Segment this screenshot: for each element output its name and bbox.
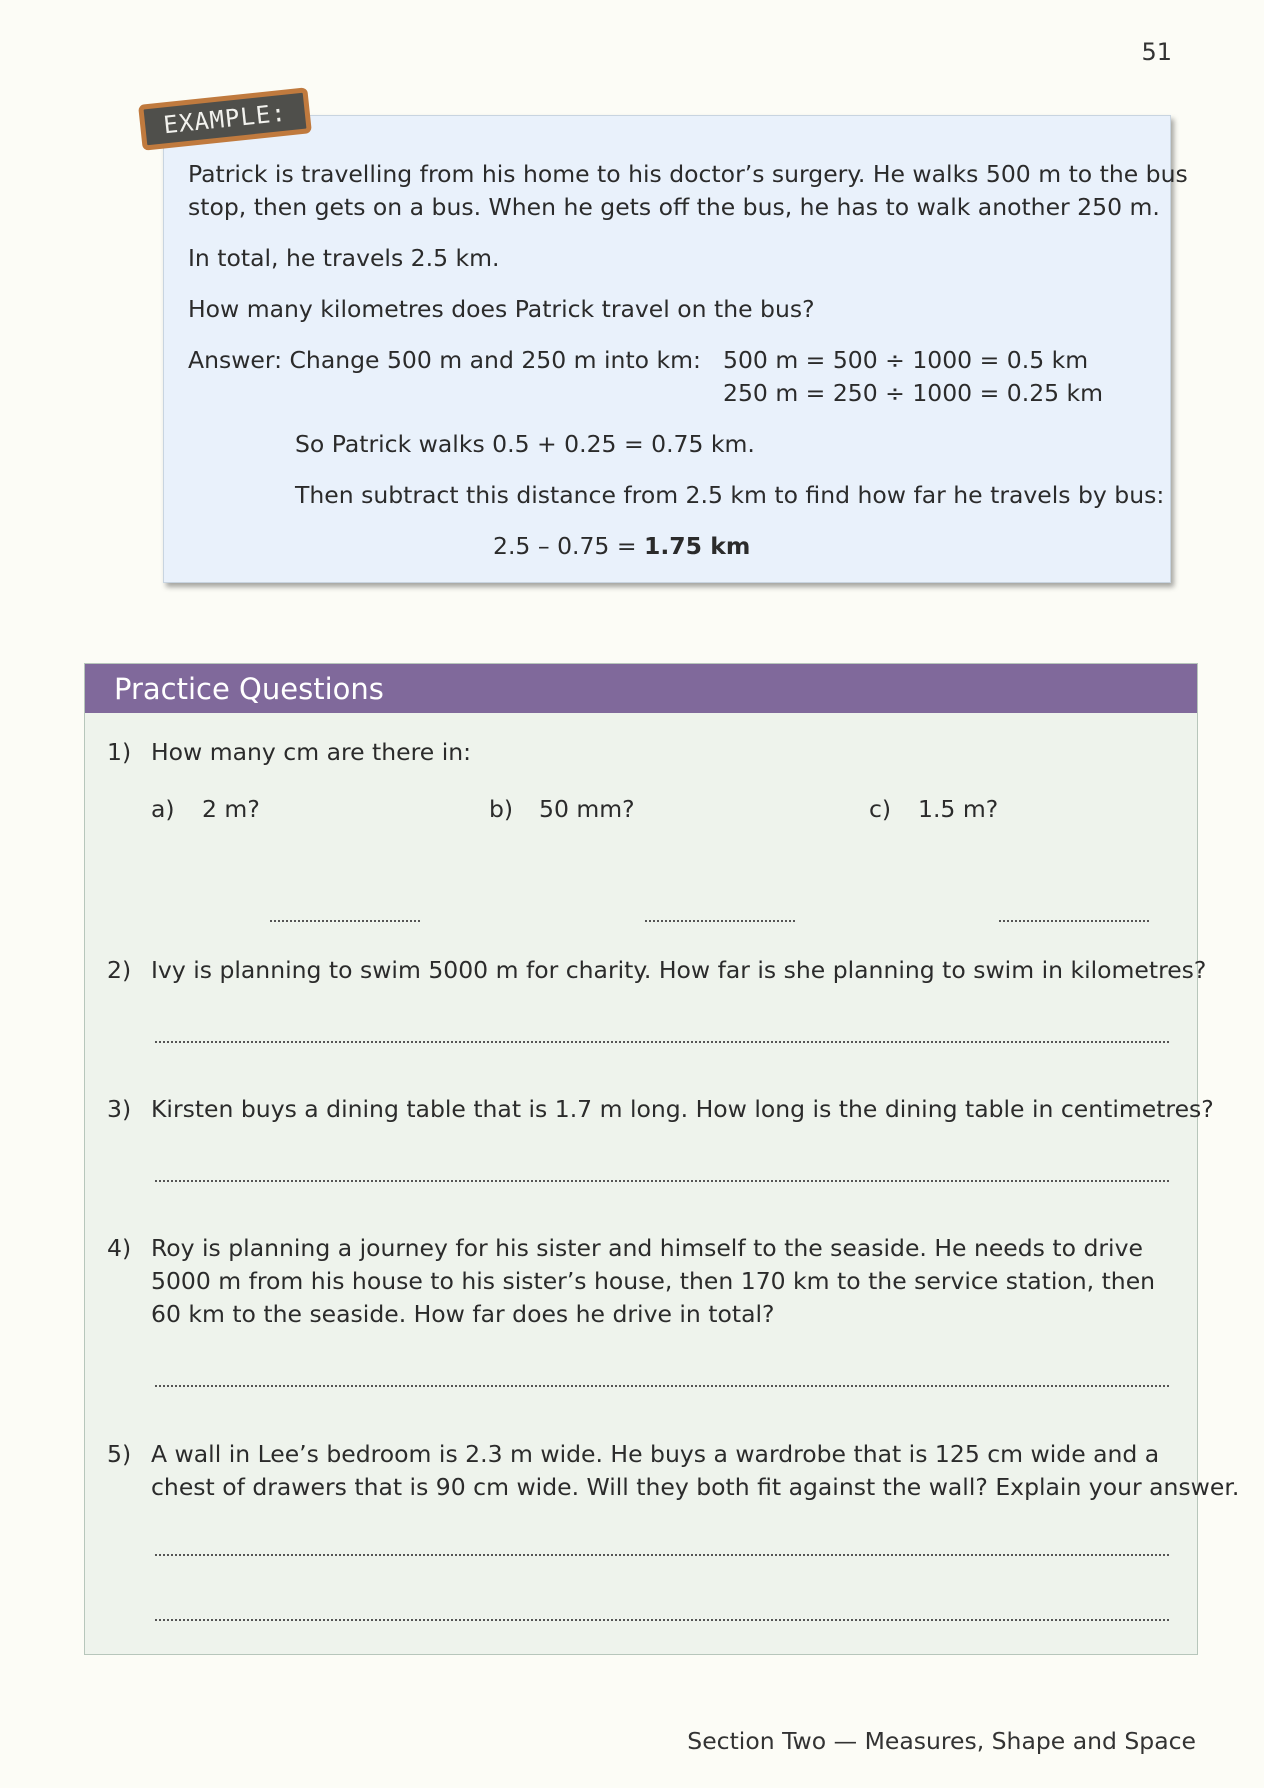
sub-question-c-label: c) <box>869 795 892 823</box>
page-number: 51 <box>1141 38 1172 66</box>
sub-question-c-text: 1.5 m? <box>918 795 999 823</box>
answer-line-5b[interactable] <box>155 1619 1169 1621</box>
example-line: In total, he travels 2.5 km. <box>188 244 500 272</box>
answer-line-3[interactable] <box>155 1180 1169 1182</box>
example-final <box>493 530 750 563</box>
answer-line-1a[interactable] <box>270 920 420 922</box>
answer-line-1b[interactable] <box>645 920 795 922</box>
question-number: 4) <box>107 1234 132 1262</box>
question-text: How many cm are there in: <box>151 738 472 766</box>
practice-questions-panel <box>84 663 1240 1655</box>
answer-line-4[interactable] <box>155 1385 1169 1387</box>
answer-line-1c[interactable] <box>999 920 1149 922</box>
example-subtract: Then subtract this distance from 2.5 km to find how far he travels by bus: <box>295 481 1165 509</box>
question-number: 5) <box>107 1440 132 1468</box>
example-tag: EXAMPLE: <box>138 87 312 151</box>
example-answer-label: Answer: Change 500 m and 250 m into km: <box>188 346 701 374</box>
example-walk: So Patrick walks 0.5 + 0.25 = 0.75 km. <box>295 430 755 458</box>
example-box <box>163 115 1188 583</box>
example-calc-1: 500 m = 500 ÷ 1000 = 0.5 km <box>723 346 1089 374</box>
question-5-line-2: chest of drawers that is 90 cm wide. Will they both fit against the wall? Explain your answer. <box>151 1473 1240 1501</box>
example-final-answer: 1.75 km <box>644 532 751 560</box>
sub-question-b-text: 50 mm? <box>539 795 635 823</box>
sub-question-a-text: 2 m? <box>202 795 260 823</box>
question-number: 2) <box>107 956 132 984</box>
question-text: Roy is planning a journey for his sister and himself to the seaside. He needs to drive <box>151 1234 1143 1262</box>
sub-question-b-label: b) <box>489 795 514 823</box>
question-4-line-2: 5000 m from his house to his sister’s house, then 170 km to the service station, then <box>151 1267 1156 1295</box>
question-4-line-3: 60 km to the seaside. How far does he drive in total? <box>151 1300 775 1328</box>
example-line: stop, then gets on a bus. When he gets off the bus, he has to walk another 250 m. <box>188 193 1160 221</box>
answer-line-5a[interactable] <box>155 1554 1169 1556</box>
question-text: A wall in Lee’s bedroom is 2.3 m wide. He buys a wardrobe that is 125 cm wide and a <box>151 1440 1160 1468</box>
example-line: Patrick is travelling from his home to his doctor’s surgery. He walks 500 m to the bus <box>188 160 1188 188</box>
example-question: How many kilometres does Patrick travel on the bus? <box>188 295 815 323</box>
practice-header: Practice Questions <box>85 664 1197 713</box>
question-text: Kirsten buys a dining table that is 1.7 m long. How long is the dining table in centimetres? <box>151 1095 1214 1123</box>
example-final-calc: 2.5 – 0.75 = <box>493 532 645 560</box>
answer-line-2[interactable] <box>155 1041 1169 1043</box>
footer-section-title: Section Two — Measures, Shape and Space <box>687 1727 1196 1755</box>
question-number: 3) <box>107 1095 132 1123</box>
example-calc-2: 250 m = 250 ÷ 1000 = 0.25 km <box>723 379 1104 407</box>
question-text: Ivy is planning to swim 5000 m for charity. How far is she planning to swim in kilometres? <box>151 956 1207 984</box>
sub-question-a-label: a) <box>151 795 175 823</box>
question-number: 1) <box>107 738 132 766</box>
